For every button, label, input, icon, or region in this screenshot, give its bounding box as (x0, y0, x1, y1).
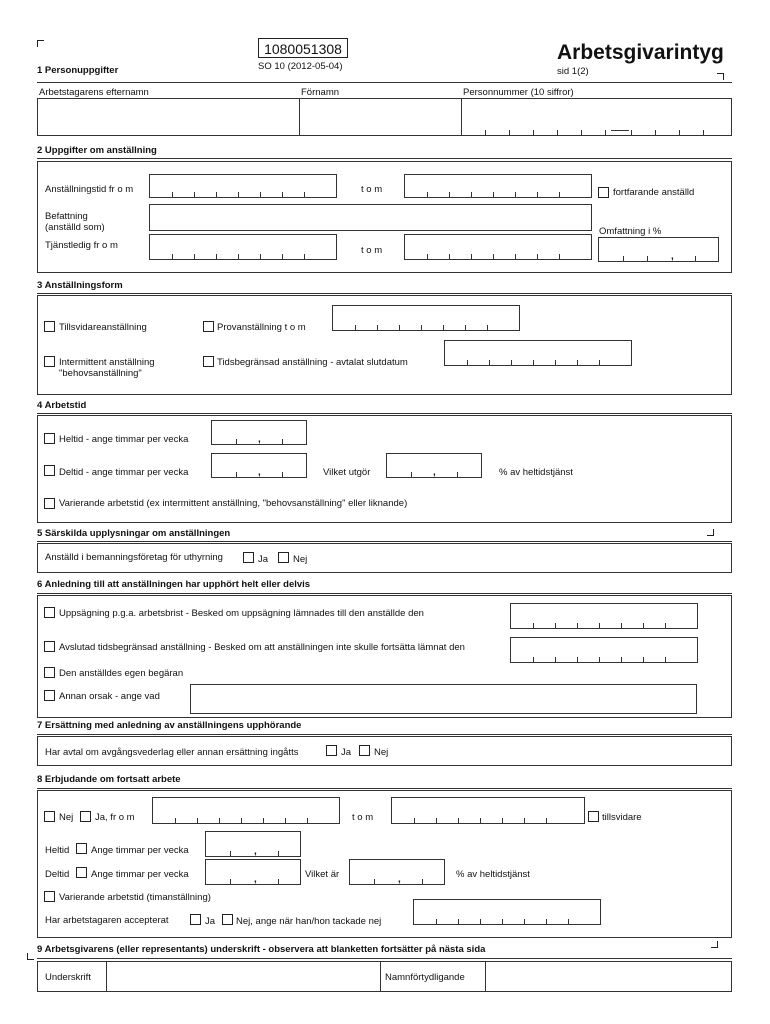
divider (37, 541, 732, 542)
comma: , (671, 251, 674, 262)
extent-label: Omfattning i % (599, 226, 662, 237)
registration-mark-top-right (717, 73, 724, 80)
offer-no-checkbox[interactable] (44, 811, 55, 822)
comma: , (258, 434, 261, 445)
staffing-no-label: Nej (293, 554, 308, 565)
intermittent-checkbox[interactable] (44, 356, 55, 367)
severance-no-label: Nej (374, 747, 389, 758)
offer-parttime-label: Deltid (45, 869, 70, 880)
accepted-question: Har arbetstagaren accepterat (45, 915, 169, 926)
employment-from-field[interactable] (149, 174, 337, 198)
accepted-yes-label: Ja (205, 916, 216, 927)
accepted-yes-checkbox[interactable] (190, 914, 201, 925)
registration-mark-top-left (37, 40, 44, 47)
form-code: SO 10 (2012-05-04) (258, 61, 343, 72)
staffing-yes-checkbox[interactable] (243, 552, 254, 563)
fixed-term-end-field[interactable] (444, 340, 632, 366)
lastname-field[interactable] (38, 99, 300, 135)
pnr-label: Personnummer (10 siffror) (463, 87, 574, 98)
other-reason-field[interactable] (190, 684, 697, 714)
probation-label: Provanställning t o m (217, 322, 306, 333)
fixed-ended-date-field[interactable] (510, 637, 698, 663)
pnr-field[interactable] (463, 99, 731, 135)
redundancy-date-field[interactable] (510, 603, 698, 629)
divider (37, 734, 732, 735)
employment-to-label: t o m (361, 184, 383, 195)
accepted-no-checkbox[interactable] (222, 914, 233, 925)
section-9-heading: 9 Arbetsgivarens (eller representants) underskrift - observera att blanketten fortsätter på nästa sida (37, 944, 486, 955)
redundancy-label: Uppsägning p.g.a. arbetsbrist - Besked om uppsägning lämnades till den anställde den (59, 608, 424, 619)
comma: , (398, 874, 401, 885)
severance-yes-checkbox[interactable] (326, 745, 337, 756)
divider (37, 788, 732, 789)
position-field[interactable] (149, 204, 592, 231)
position-label-2: (anställd som) (45, 222, 105, 233)
comma: , (258, 467, 261, 478)
leave-from-label: Tjänstledig fr o m (45, 240, 118, 251)
accepted-no-label: Nej, ange när han/hon tackade nej (236, 916, 382, 927)
page-number: sid 1(2) (557, 66, 589, 77)
section-8-heading: 8 Erbjudande om fortsatt arbete (37, 774, 181, 785)
fulltime-label: Heltid - ange timmar per vecka (59, 434, 189, 445)
offer-fulltime-label: Heltid (45, 845, 70, 856)
employment-from-label: Anställningstid fr o m (45, 184, 134, 195)
offer-to-field[interactable] (391, 797, 585, 824)
constitutes-label: Vilket utgör (323, 467, 371, 478)
registration-mark-bottom-left (27, 953, 34, 960)
staffing-question: Anställd i bemanningsföretag för uthyrning (45, 552, 223, 563)
staffing-yes-label: Ja (258, 554, 269, 565)
staffing-no-checkbox[interactable] (278, 552, 289, 563)
severance-question: Har avtal om avgångsvederlag eller annan ersättning ingåtts (45, 747, 299, 758)
own-request-label: Den anställdes egen begäran (59, 668, 184, 679)
parttime-label: Deltid - ange timmar per vecka (59, 467, 189, 478)
intermittent-label: Intermittent anställning (59, 357, 155, 368)
fixed-term-checkbox[interactable] (203, 356, 214, 367)
comma: , (433, 467, 436, 478)
fixed-ended-label: Avslutad tidsbegränsad anställning - Besked om att anställningen inte skulle fortsätta lämnat den (59, 642, 465, 653)
permanent-label: Tillsvidareanställning (59, 322, 147, 333)
registration-mark-mid-right (707, 529, 714, 536)
offer-parttime-hours-field[interactable] (205, 859, 301, 885)
severance-no-checkbox[interactable] (359, 745, 370, 756)
signature-field[interactable] (106, 962, 381, 991)
variable-hours-checkbox[interactable] (44, 498, 55, 509)
comma: , (254, 846, 257, 857)
section-4-heading: 4 Arbetstid (37, 400, 87, 411)
pct-of-fulltime-label: % av heltidstjänst (499, 467, 573, 478)
offer-variable-checkbox[interactable] (44, 891, 55, 902)
firstname-field[interactable] (300, 99, 462, 135)
position-label: Befattning (45, 211, 88, 222)
permanent-checkbox[interactable] (44, 321, 55, 332)
name-clarification-label: Namnförtydligande (385, 972, 465, 983)
divider (37, 593, 732, 594)
section-6-heading: 6 Anledning till att anställningen har upphört helt eller delvis (37, 579, 311, 590)
comma: , (254, 874, 257, 885)
section-7-heading: 7 Ersättning med anledning av anställningens upphörande (37, 720, 302, 731)
probation-date-field[interactable] (332, 305, 520, 331)
offer-pct-label: % av heltidstjänst (456, 869, 530, 880)
parttime-checkbox[interactable] (44, 465, 55, 476)
severance-yes-label: Ja (341, 747, 352, 758)
offer-which-is-label: Vilket är (305, 869, 340, 880)
redundancy-checkbox[interactable] (44, 607, 55, 618)
fixed-ended-checkbox[interactable] (44, 641, 55, 652)
divider (37, 158, 732, 159)
employment-to-field[interactable] (404, 174, 592, 198)
fulltime-hours-field[interactable] (211, 420, 307, 445)
leave-to-label: t o m (361, 245, 383, 256)
divider (37, 293, 732, 294)
offer-parttime-hours-label: Ange timmar per vecka (91, 869, 189, 880)
offer-no-label: Nej (59, 812, 74, 823)
leave-from-field[interactable] (149, 234, 337, 260)
signature-label: Underskrift (45, 972, 91, 983)
offer-fulltime-hours-label: Ange timmar per vecka (91, 845, 189, 856)
offer-yes-label: Ja, fr o m (95, 812, 135, 823)
section-1-heading: 1 Personuppgifter (37, 65, 119, 76)
parttime-hours-field[interactable] (211, 453, 307, 478)
divider (37, 82, 732, 83)
offer-fulltime-checkbox[interactable] (76, 843, 87, 854)
other-reason-checkbox[interactable] (44, 690, 55, 701)
extent-field[interactable] (598, 237, 719, 262)
variable-hours-label: Varierande arbetstid (ex intermittent anställning, "behovsanställning" eller liknande) (59, 498, 408, 509)
parttime-pct-field[interactable] (386, 453, 482, 478)
offer-fulltime-hours-field[interactable] (205, 831, 301, 857)
form-title: Arbetsgivarintyg (557, 41, 724, 64)
lastname-label: Arbetstagarens efternamn (39, 87, 149, 98)
offer-variable-label: Varierande arbetstid (timanställning) (59, 892, 211, 903)
still-employed-checkbox[interactable] (598, 187, 609, 198)
form-number: 1080051308 (264, 41, 342, 57)
offer-from-field[interactable] (152, 797, 340, 824)
registration-mark-bottom-right (711, 941, 718, 948)
offer-to-label: t o m (352, 812, 374, 823)
intermittent-label-2: "behovsanställning" (59, 368, 142, 379)
divider (37, 413, 732, 414)
other-reason-label: Annan orsak - ange vad (59, 691, 160, 702)
fixed-term-label: Tidsbegränsad anställning - avtalat slutdatum (217, 357, 408, 368)
section-3-heading: 3 Anställningsform (37, 280, 123, 291)
offer-pct-field[interactable] (349, 859, 445, 885)
name-clarification-field[interactable] (485, 962, 731, 991)
own-request-checkbox[interactable] (44, 667, 55, 678)
offer-permanent-label: tillsvidare (602, 812, 642, 823)
section-5-heading: 5 Särskilda upplysningar om anställningen (37, 528, 231, 539)
offer-yes-checkbox[interactable] (80, 811, 91, 822)
probation-checkbox[interactable] (203, 321, 214, 332)
offer-parttime-checkbox[interactable] (76, 867, 87, 878)
fulltime-checkbox[interactable] (44, 433, 55, 444)
still-employed-label: fortfarande anställd (613, 187, 695, 198)
divider (37, 958, 732, 959)
offer-permanent-checkbox[interactable] (588, 811, 599, 822)
declined-date-field[interactable] (413, 899, 601, 925)
firstname-label: Förnamn (301, 87, 340, 98)
leave-to-field[interactable] (404, 234, 592, 260)
section-2-heading: 2 Uppgifter om anställning (37, 145, 157, 156)
